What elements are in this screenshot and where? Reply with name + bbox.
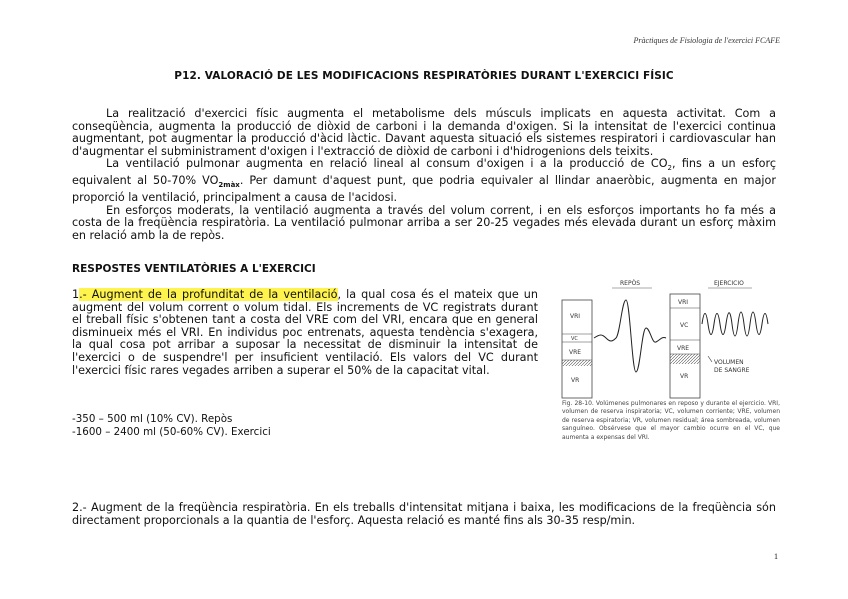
rest-bar-vre: VRE — [569, 349, 582, 356]
label-exercise: EJERCICIO — [714, 280, 744, 287]
p2-part-b: , fins a un esforç equivalent al 50-70% VO — [72, 157, 776, 188]
point-1-highlight: .- Augment de la profunditat de la ventilació — [79, 288, 338, 301]
exercise-bar-vri: VRI — [678, 299, 689, 306]
running-header: Pràctiques de Fisiologia de l'exercici FCAFE — [633, 36, 780, 45]
point-2-paragraph: 2.- Augment de la freqüència respiratòria. En els treballs d'intensitat mitjana i baixa, les modificacions de la freqüència són directament proporcionals a la quantia de l'esforç. Aquesta relació es manté fins als 30-35 resp/min. — [72, 501, 776, 527]
intro-paragraph-1: La realització d'exercici físic augmenta el metabolisme dels músculs implicats en aquesta activitat. Com a conseqüència, augmenta la producció de diòxid de carboni i la demanda d'oxigen. Si la intensitat de l'exercici continua augmentant, pot augmentar la producció d'àcid làctic. Davant aquesta situació els sistemes respiratori i cardiovascular han d'augmentar el subministrament d'oxigen i l'extracció de diòxid de carboni i d'hidrogenions dels teixits. — [72, 107, 776, 158]
exercise-spirogram-trace — [702, 312, 768, 336]
range-rest: -350 – 500 ml (10% CV). Repòs — [72, 413, 233, 425]
exercise-volume-bar — [670, 294, 700, 398]
rest-bar-vc: VC — [571, 336, 578, 342]
point-1-body: , la qual cosa és el mateix que un augment del volum corrent o volum tidal. Els increments de VC registrats durant el treball físic s'obtenen tant a costa del VRE com del VRI, encara que en general disminueix més el VRI. En individus poc entrenats, aquesta tendència s'exagera, la qual cosa pot arribar a suposar la necessitat de disminuir la intensitat de l'exercici o de suspendre'l per insuficient ventilació. Els valors del VC durant l'exercici físic rares vegades arriben a superar el 50% de la capacitat vital. — [72, 288, 538, 377]
p2-sub-vo2max: 2màx — [218, 181, 240, 190]
volume-ranges — [72, 413, 271, 438]
rest-spirogram-trace — [594, 300, 666, 372]
exercise-bar-vr: VR — [680, 373, 689, 380]
rest-bar-vri: VRI — [570, 313, 581, 320]
page-number: 1 — [774, 552, 778, 561]
p2-part-c: . Per damunt d'aquest punt, que podria equivaler al llindar anaeròbic, augmenta en major proporció la ventilació, principalment a causa de l'acidosi. — [72, 174, 776, 205]
section-title: RESPOSTES VENTILATÒRIES A L'EXERCICI — [72, 263, 316, 275]
rest-bar-vr: VR — [571, 377, 580, 384]
blood-volume-pointer — [708, 356, 712, 362]
p2-part-a: La ventilació pulmonar augmenta en relació lineal al consum d'oxigen i a la producció de CO — [106, 157, 668, 171]
blood-volume-label-2: DE SANGRE — [714, 367, 750, 374]
point-1-number: 1 — [72, 288, 80, 301]
point-1-text — [72, 289, 538, 377]
p2-sub-co2: 2 — [667, 164, 672, 173]
range-exercise: -1600 – 2400 ml (50-60% CV). Exercici — [72, 425, 271, 438]
figure-caption: Fig. 28-10. Volúmenes pulmonares en reposo y durante el ejercicio. VRI, volumen de reserva inspiratoria; VC, volumen corriente; VRE, volumen de reserva espiratoria; VR, volumen residual; área sombreada, volumen sanguíneo. Obsérvese que el mayor cambio ocurre en el VC, que aumenta a expensas del VRI. — [562, 400, 780, 441]
intro-text — [72, 108, 776, 242]
lung-volumes-diagram — [552, 272, 780, 402]
exercise-bar-vre: VRE — [677, 345, 690, 352]
exercise-bar-vc: VC — [680, 322, 689, 329]
intro-paragraph-3: En esforços moderats, la ventilació augmenta a través del volum corrent, i en els esforços importants ho fa més a costa de la freqüència respiratòria. La ventilació pulmonar arriba a ser 20-25 vegades més elevada durant un esforç màxim en relació amb la de repòs. — [72, 203, 776, 242]
blood-volume-label: VOLUMEN — [714, 359, 744, 366]
label-rest: REPÒS — [620, 280, 641, 287]
intro-paragraph-2 — [72, 158, 776, 204]
point-2-text — [72, 502, 776, 527]
rest-volume-bar — [562, 300, 592, 398]
page-title: P12. VALORACIÓ DE LES MODIFICACIONS RESPIRATÒRIES DURANT L'EXERCICI FÍSIC — [174, 70, 674, 82]
